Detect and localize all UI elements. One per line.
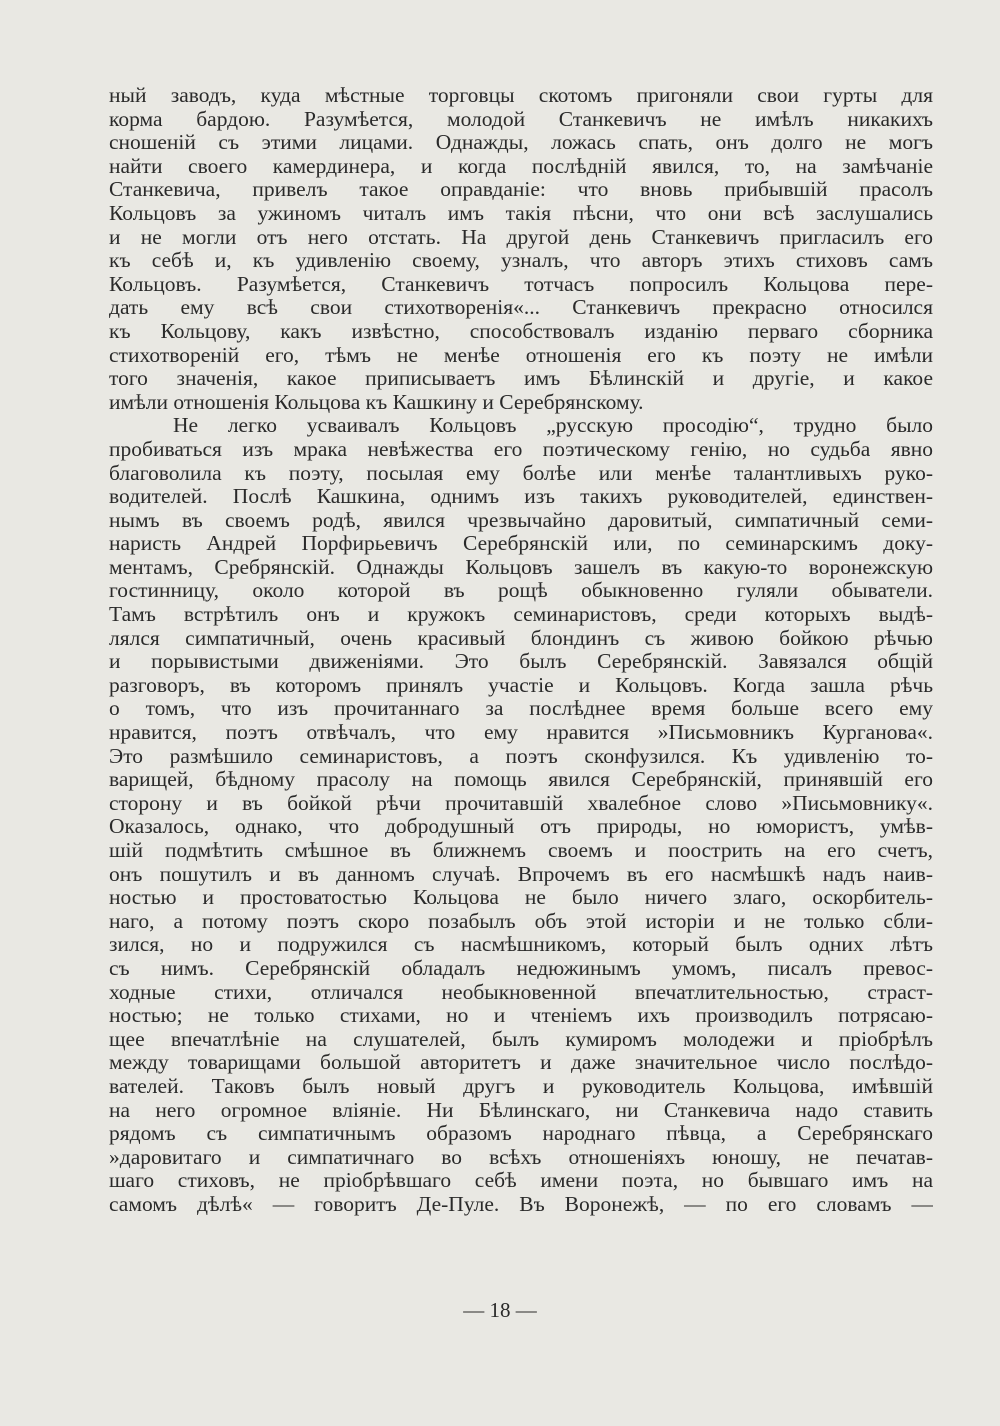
text-line: Станкевича, привелъ такое оправданіе: что вновь прибывшій прасолъ (109, 178, 933, 202)
text-line: ностью и простоватостью Кольцова не было ничего злаго, оскорбитель- (109, 886, 933, 910)
text-line: и не могли отъ него отстать. На другой день Станкевичъ пригласилъ его (109, 225, 933, 249)
text-line: о томъ, что изъ прочитаннаго за послѣднее время больше всего ему (109, 697, 933, 721)
text-line: пробиваться изъ мрака невѣжества его поэтическому генію, но судьба явно (109, 437, 933, 461)
text-line: вателей. Таковъ былъ новый другъ и руководитель Кольцова, имѣвшій (109, 1074, 933, 1098)
text-line: ный заводъ, куда мѣстные торговцы скотомъ пригоняли свои гурты для (109, 84, 933, 107)
text-line: къ себѣ и, къ удивленію своему, узналъ, что авторъ этихъ стиховъ самъ (109, 249, 933, 273)
text-line: нравится, поэтъ отвѣчалъ, что ему нравится »Письмовникъ Курганова«. (109, 721, 933, 745)
text-line: къ Кольцову, какъ извѣстно, способствовалъ изданію перваго сборника (109, 319, 933, 343)
text-line: зился, но и подружился съ насмѣшникомъ, который былъ одних лѣтъ (109, 933, 933, 957)
text-line: гостинницу, около которой въ рощѣ обыкновенно гуляли обыватели. (109, 579, 933, 603)
text-line: разговоръ, въ которомъ принялъ участіе и Кольцовъ. Когда зашла рѣчь (109, 673, 933, 697)
text-line: благоволила къ поэту, посылая ему болѣе или менѣе талантливыхъ руко- (109, 461, 933, 485)
text-line: ментамъ, Сребрянскій. Однажды Кольцовъ зашелъ въ какую-то воронежскую (109, 555, 933, 579)
text-line: варищей, бѣдному прасолу на помощь явился Серебрянскій, принявшій его (109, 768, 933, 792)
text-line: того значенія, какое приписываетъ имъ Бѣлинскій и другіе, и какое (109, 367, 933, 391)
text-line: рядомъ съ симпатичнымъ образомъ народнаго пѣвца, а Серебрянскаго (109, 1122, 933, 1146)
page-number: — 18 — (463, 1298, 537, 1322)
text-line: водителей. Послѣ Кашкина, однимъ изъ такихъ руководителей, единствен- (109, 485, 933, 509)
text-line: нымъ въ своемъ родѣ, явился чрезвычайно даровитый, симпатичный семи- (109, 508, 933, 532)
text-line: самомъ дѣлѣ« — говоритъ Де-Пуле. Въ Воронежѣ, — по его словамъ — (109, 1192, 933, 1216)
text-line: ходные стихи, отличался необыкновенной впечатлительностью, страст- (109, 980, 933, 1004)
text-line: имѣли отношенія Кольцова къ Кашкину и Серебрянскому. (109, 390, 644, 414)
text-line: ностью; не только стихами, но и чтеніемъ ихъ производилъ потрясаю- (109, 1004, 933, 1028)
text-line: шій подмѣтить смѣшное въ ближнемъ своемъ и поострить на его счетъ, (109, 839, 933, 862)
text-line: щее впечатлѣніе на слушателей, былъ кумиромъ молодежи и пріобрѣлъ (109, 1027, 933, 1051)
text-line: Оказалось, однако, что добродушный отъ природы, но юмористъ, умѣв- (109, 815, 933, 839)
text-line: Кольцовъ за ужиномъ читалъ имъ такія пѣсни, что они всѣ заслушались (109, 201, 933, 225)
text-line: Тамъ встрѣтилъ онъ и кружокъ семинаристовъ, среди которыхъ выдѣ- (109, 603, 933, 627)
text-line: сношеній съ этими лицами. Однажды, ложась спать, онъ долго не могъ (109, 131, 933, 155)
text-line: лялся симпатичный, очень красивый блондинъ съ живою бойкою рѣчью (109, 626, 933, 650)
text-line: наристь Андрей Порфирьевичъ Серебрянскій или, по семинарскимъ доку- (109, 532, 933, 556)
text-line: стихотвореній его, тѣмъ не менѣе отношенія его къ поэту не имѣли (109, 343, 933, 367)
body-text (109, 84, 933, 1217)
text-line: и порывистыми движеніями. Это былъ Серебрянскій. Завязался общій (109, 650, 933, 674)
text-line: Кольцовъ. Разумѣется, Станкевичъ тотчасъ попросилъ Кольцова пере- (109, 272, 933, 296)
text-line: онъ пошутилъ и въ данномъ случаѣ. Впрочемъ въ его насмѣшкѣ надъ наив- (109, 862, 933, 886)
text-line: найти своего камердинера, и когда послѣдній явился, то, на замѣчаніе (109, 154, 933, 178)
text-line: дать ему всѣ свои стихотворенія«... Станкевичъ прекрасно относился (109, 296, 933, 320)
text-line: сторону и въ бойкой рѣчи прочитавшій хвалебное слово »Письмовнику«. (109, 791, 933, 815)
text-line: на него огромное вліяніе. Ни Бѣлинскаго, ни Станкевича надо ставить (109, 1098, 933, 1122)
text-line: шаго стиховъ, не пріобрѣвшаго себѣ имени поэта, но бывшаго имъ на (109, 1169, 933, 1193)
text-line: наго, а потому поэтъ скоро позабылъ объ этой исторіи и не только сбли- (109, 909, 933, 933)
text-line: съ нимъ. Серебрянскій обладалъ недюжинымъ умомъ, писалъ превос- (109, 956, 933, 980)
text-line: Это размѣшило семинаристовъ, а поэтъ сконфузился. Къ удивленію то- (109, 744, 933, 768)
text-line: »даровитаго и симпатичнаго во всѣхъ отношеніяхъ юношу, не печатав- (109, 1145, 933, 1169)
text-line: корма бардою. Разумѣется, молодой Станкевичъ не имѣлъ никакихъ (109, 107, 933, 131)
text-line: между товарищами большой авторитетъ и даже значительное число послѣдо- (109, 1051, 933, 1075)
text-line: Не легко усваивалъ Кольцовъ „русскую просодію“, трудно было (173, 414, 933, 438)
